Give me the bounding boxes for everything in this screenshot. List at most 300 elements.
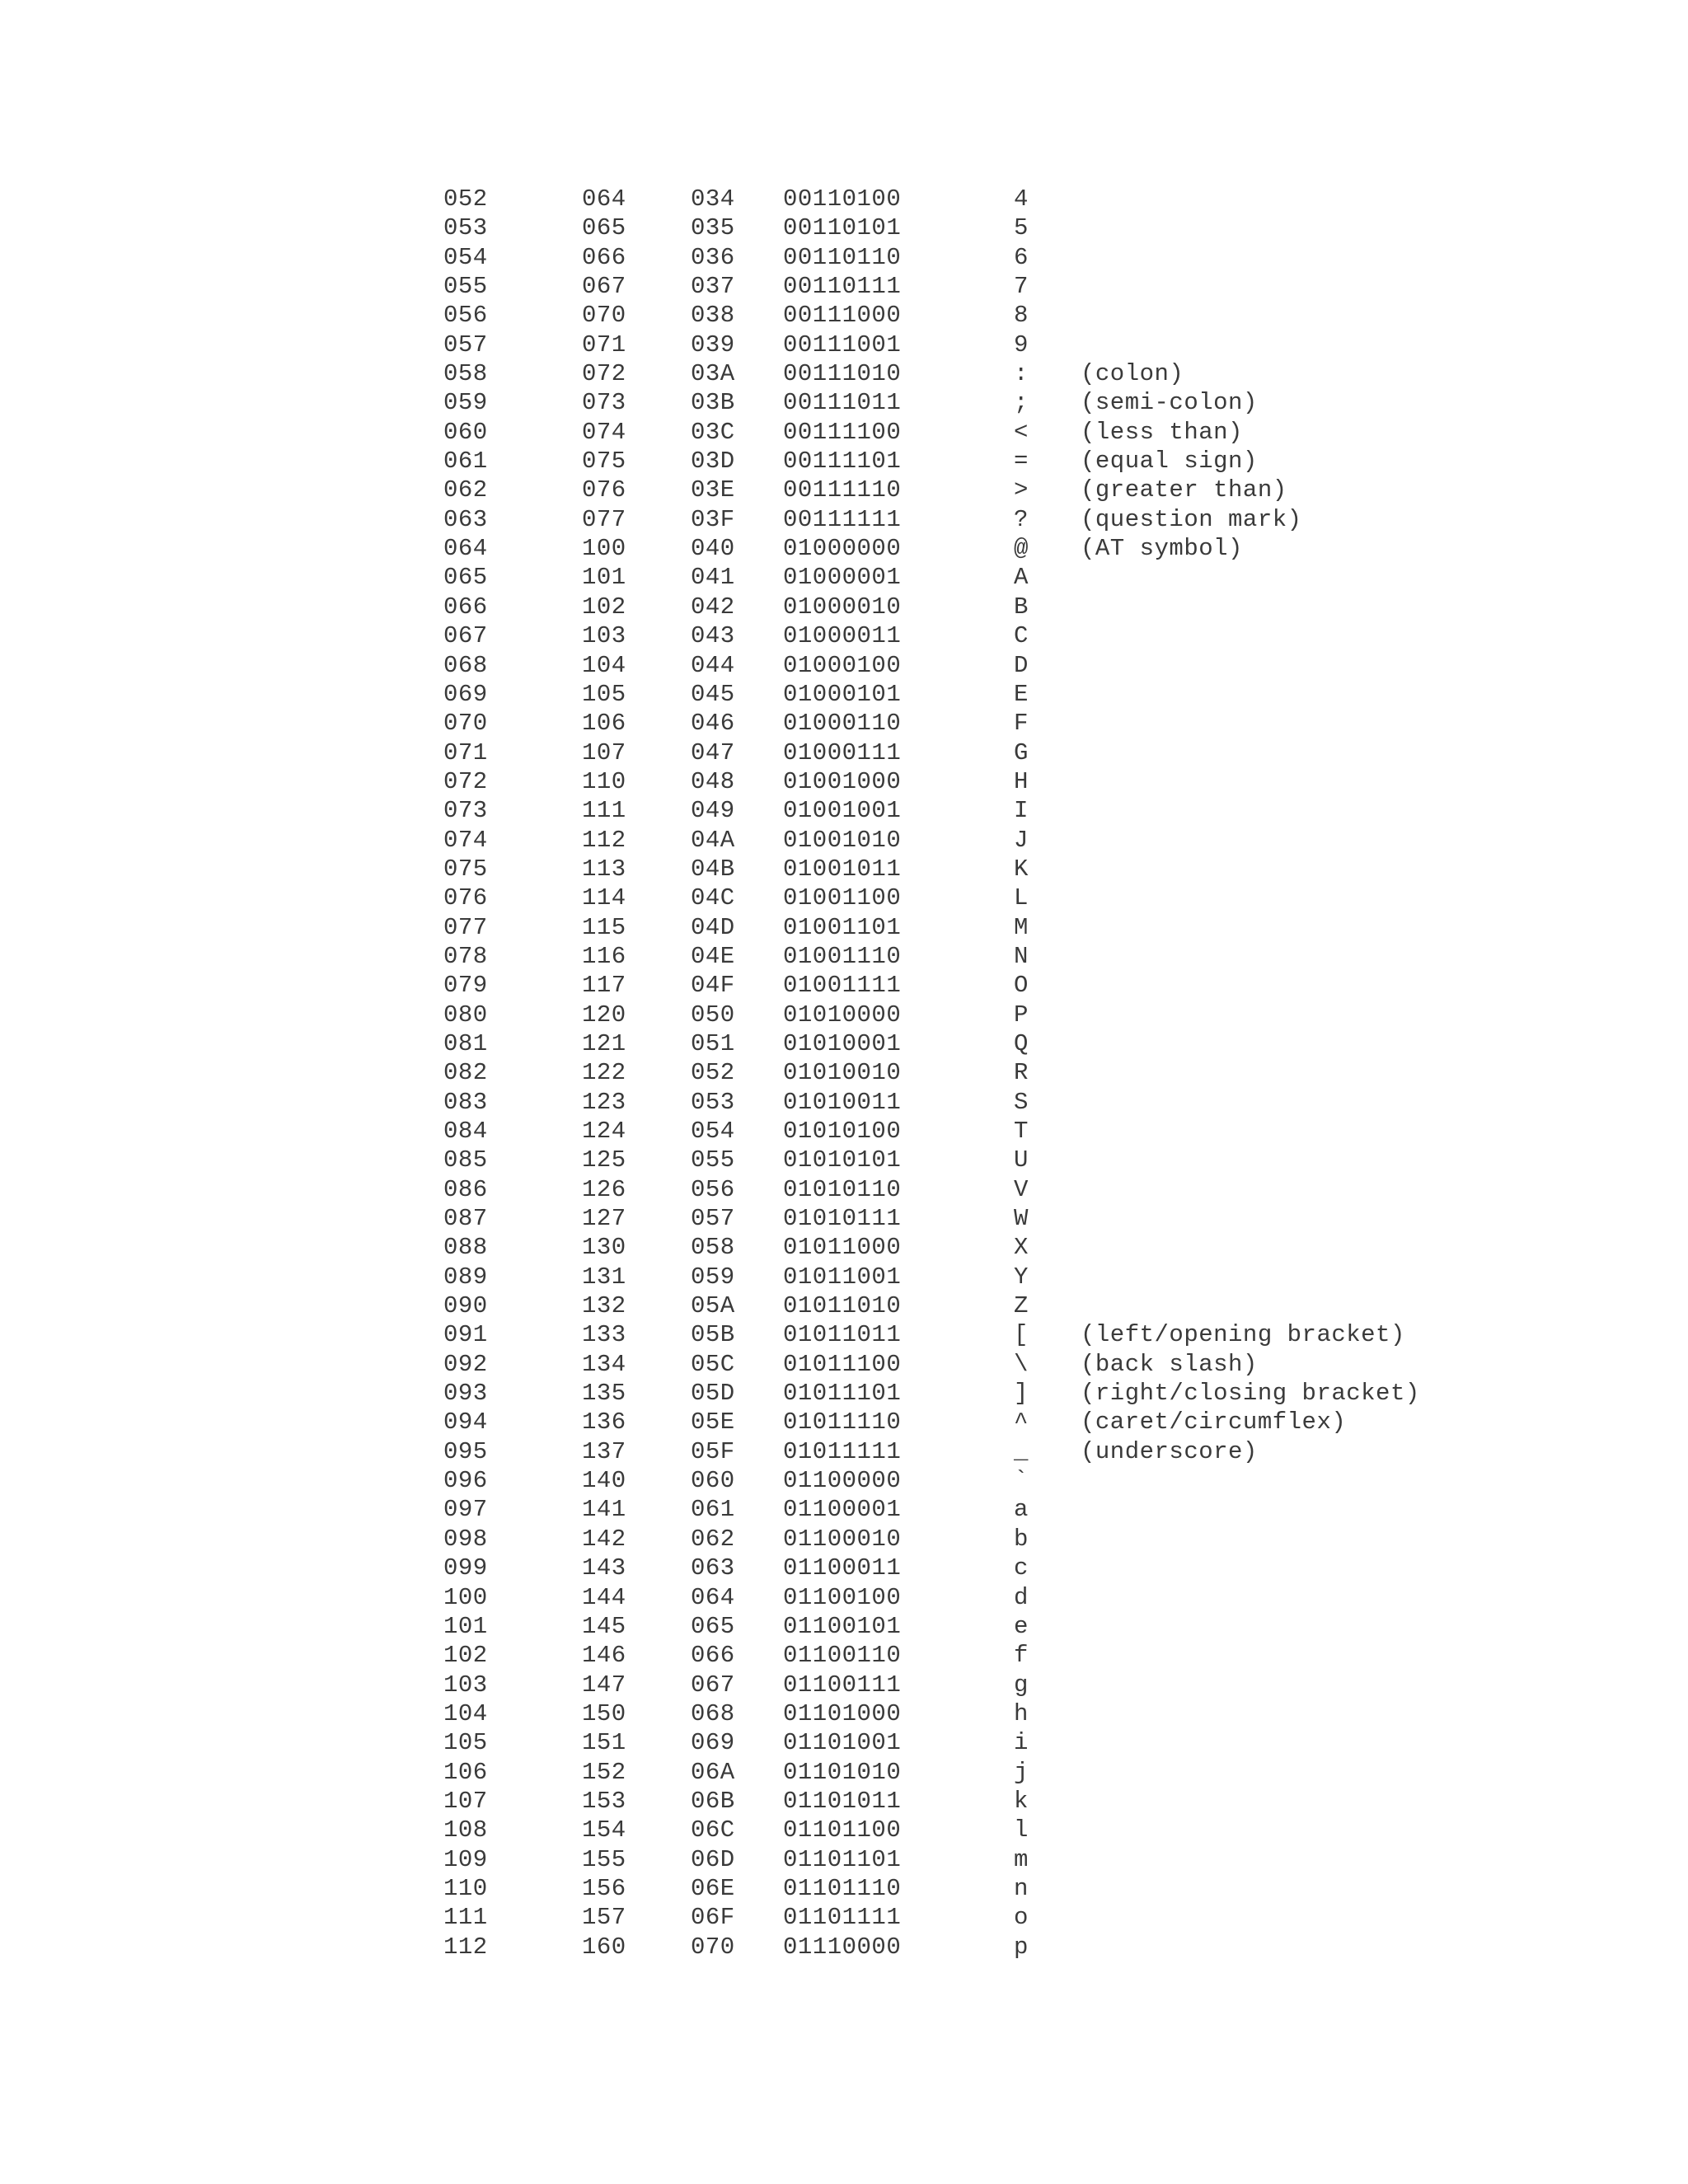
- octal-cell: 130: [582, 1234, 626, 1262]
- character-cell: <: [1014, 418, 1029, 446]
- octal-cell: 111: [582, 797, 626, 825]
- binary-cell: 01000101: [783, 680, 902, 708]
- character-cell: G: [1014, 738, 1029, 766]
- character-cell: b: [1014, 1525, 1029, 1553]
- character-cell: i: [1014, 1729, 1029, 1757]
- character-cell: V: [1014, 1175, 1029, 1203]
- character-cell: Z: [1014, 1292, 1029, 1320]
- binary-cell: 01000010: [783, 593, 902, 621]
- binary-cell: 00111001: [783, 330, 902, 359]
- binary-cell: 01101110: [783, 1874, 902, 1902]
- character-cell: Q: [1014, 1029, 1029, 1057]
- decimal-cell: 085: [443, 1146, 488, 1174]
- octal-cell: 160: [582, 1933, 626, 1961]
- hex-cell: 059: [691, 1263, 735, 1291]
- character-cell: 9: [1014, 330, 1029, 359]
- decimal-cell: 100: [443, 1583, 488, 1611]
- description-cell: (greater than): [1081, 476, 1287, 504]
- binary-cell: 01001001: [783, 797, 902, 825]
- octal-cell: 127: [582, 1205, 626, 1233]
- decimal-cell: 067: [443, 622, 488, 650]
- decimal-cell: 060: [443, 418, 488, 446]
- binary-cell: 01010001: [783, 1029, 902, 1057]
- decimal-cell: 068: [443, 651, 488, 679]
- binary-cell: 01000111: [783, 738, 902, 766]
- decimal-cell: 092: [443, 1350, 488, 1378]
- decimal-cell: 111: [443, 1904, 488, 1932]
- decimal-cell: 071: [443, 738, 488, 766]
- hex-cell: 05B: [691, 1321, 735, 1349]
- character-cell: 8: [1014, 302, 1029, 330]
- binary-cell: 01011101: [783, 1380, 902, 1408]
- character-cell: C: [1014, 622, 1029, 650]
- description-cell: (AT symbol): [1081, 535, 1243, 563]
- decimal-cell: 109: [443, 1845, 488, 1873]
- binary-cell: 01011100: [783, 1350, 902, 1378]
- character-cell: @: [1014, 535, 1029, 563]
- character-cell: _: [1014, 1437, 1029, 1465]
- character-cell: d: [1014, 1583, 1029, 1611]
- binary-cell: 01001110: [783, 942, 902, 970]
- decimal-cell: 084: [443, 1118, 488, 1145]
- character-cell: f: [1014, 1642, 1029, 1670]
- decimal-cell: 110: [443, 1874, 488, 1902]
- hex-cell: 035: [691, 214, 735, 242]
- decimal-cell: 074: [443, 826, 488, 854]
- hex-cell: 06B: [691, 1787, 735, 1815]
- octal-cell: 136: [582, 1408, 626, 1436]
- octal-cell: 067: [582, 273, 626, 301]
- octal-cell: 153: [582, 1787, 626, 1815]
- decimal-cell: 099: [443, 1554, 488, 1582]
- octal-cell: 113: [582, 855, 626, 883]
- hex-cell: 061: [691, 1496, 735, 1524]
- octal-cell: 115: [582, 913, 626, 941]
- binary-cell: 01000000: [783, 535, 902, 563]
- octal-cell: 075: [582, 448, 626, 476]
- binary-cell: 01010110: [783, 1175, 902, 1203]
- octal-cell: 065: [582, 214, 626, 242]
- octal-cell: 144: [582, 1583, 626, 1611]
- description-cell: (colon): [1081, 360, 1184, 388]
- hex-cell: 034: [691, 185, 735, 213]
- binary-cell: 01101001: [783, 1729, 902, 1757]
- hex-cell: 046: [691, 710, 735, 738]
- hex-cell: 043: [691, 622, 735, 650]
- binary-cell: 01000100: [783, 651, 902, 679]
- decimal-cell: 095: [443, 1437, 488, 1465]
- hex-cell: 039: [691, 330, 735, 359]
- binary-cell: 00110101: [783, 214, 902, 242]
- octal-cell: 071: [582, 330, 626, 359]
- octal-cell: 134: [582, 1350, 626, 1378]
- hex-cell: 036: [691, 243, 735, 271]
- character-cell: ]: [1014, 1380, 1029, 1408]
- binary-cell: 01001000: [783, 767, 902, 795]
- hex-cell: 053: [691, 1088, 735, 1116]
- hex-cell: 06C: [691, 1816, 735, 1844]
- octal-cell: 101: [582, 564, 626, 592]
- binary-cell: 01000011: [783, 622, 902, 650]
- hex-cell: 049: [691, 797, 735, 825]
- octal-cell: 133: [582, 1321, 626, 1349]
- decimal-cell: 090: [443, 1292, 488, 1320]
- description-cell: (equal sign): [1081, 448, 1258, 476]
- octal-cell: 114: [582, 884, 626, 912]
- octal-cell: 143: [582, 1554, 626, 1582]
- character-cell: o: [1014, 1904, 1029, 1932]
- decimal-cell: 069: [443, 680, 488, 708]
- binary-cell: 01100011: [783, 1554, 902, 1582]
- hex-cell: 04D: [691, 913, 735, 941]
- binary-cell: 01011010: [783, 1292, 902, 1320]
- decimal-cell: 061: [443, 448, 488, 476]
- octal-cell: 064: [582, 185, 626, 213]
- decimal-cell: 064: [443, 535, 488, 563]
- binary-cell: 00111011: [783, 389, 902, 417]
- hex-cell: 03F: [691, 505, 735, 533]
- decimal-cell: 059: [443, 389, 488, 417]
- octal-cell: 146: [582, 1642, 626, 1670]
- character-cell: H: [1014, 767, 1029, 795]
- decimal-cell: 086: [443, 1175, 488, 1203]
- character-cell: j: [1014, 1758, 1029, 1786]
- octal-cell: 077: [582, 505, 626, 533]
- binary-cell: 01011110: [783, 1408, 902, 1436]
- hex-cell: 037: [691, 273, 735, 301]
- octal-cell: 156: [582, 1874, 626, 1902]
- decimal-cell: 087: [443, 1205, 488, 1233]
- octal-cell: 137: [582, 1437, 626, 1465]
- decimal-cell: 108: [443, 1816, 488, 1844]
- decimal-cell: 097: [443, 1496, 488, 1524]
- octal-cell: 105: [582, 680, 626, 708]
- decimal-cell: 104: [443, 1699, 488, 1727]
- binary-cell: 01010010: [783, 1059, 902, 1087]
- binary-cell: 00111101: [783, 448, 902, 476]
- decimal-cell: 101: [443, 1612, 488, 1640]
- character-cell: L: [1014, 884, 1029, 912]
- decimal-cell: 083: [443, 1088, 488, 1116]
- binary-cell: 01011111: [783, 1437, 902, 1465]
- octal-cell: 117: [582, 972, 626, 1000]
- description-cell: (caret/circumflex): [1081, 1408, 1347, 1436]
- hex-cell: 06D: [691, 1845, 735, 1873]
- decimal-cell: 072: [443, 767, 488, 795]
- character-cell: 7: [1014, 273, 1029, 301]
- binary-cell: 01001111: [783, 972, 902, 1000]
- hex-cell: 066: [691, 1642, 735, 1670]
- character-cell: K: [1014, 855, 1029, 883]
- binary-cell: 01001010: [783, 826, 902, 854]
- decimal-cell: 106: [443, 1758, 488, 1786]
- decimal-cell: 080: [443, 1001, 488, 1029]
- binary-cell: 00111110: [783, 476, 902, 504]
- binary-cell: 01011000: [783, 1234, 902, 1262]
- character-cell: [: [1014, 1321, 1029, 1349]
- binary-cell: 01100110: [783, 1642, 902, 1670]
- binary-cell: 01010000: [783, 1001, 902, 1029]
- character-cell: U: [1014, 1146, 1029, 1174]
- octal-cell: 102: [582, 593, 626, 621]
- binary-cell: 01100101: [783, 1612, 902, 1640]
- binary-cell: 01100001: [783, 1496, 902, 1524]
- description-cell: (underscore): [1081, 1437, 1258, 1465]
- hex-cell: 056: [691, 1175, 735, 1203]
- binary-cell: 00111100: [783, 418, 902, 446]
- decimal-cell: 107: [443, 1787, 488, 1815]
- decimal-cell: 070: [443, 710, 488, 738]
- binary-cell: 01010101: [783, 1146, 902, 1174]
- hex-cell: 04C: [691, 884, 735, 912]
- hex-cell: 06F: [691, 1904, 735, 1932]
- description-cell: (less than): [1081, 418, 1243, 446]
- character-cell: :: [1014, 360, 1029, 388]
- octal-cell: 112: [582, 826, 626, 854]
- hex-cell: 068: [691, 1699, 735, 1727]
- character-cell: 4: [1014, 185, 1029, 213]
- octal-cell: 106: [582, 710, 626, 738]
- octal-cell: 066: [582, 243, 626, 271]
- description-cell: (back slash): [1081, 1350, 1258, 1378]
- decimal-cell: 093: [443, 1380, 488, 1408]
- character-cell: S: [1014, 1088, 1029, 1116]
- octal-cell: 121: [582, 1029, 626, 1057]
- binary-cell: 01001100: [783, 884, 902, 912]
- octal-cell: 125: [582, 1146, 626, 1174]
- binary-cell: 01001011: [783, 855, 902, 883]
- decimal-cell: 066: [443, 593, 488, 621]
- octal-cell: 073: [582, 389, 626, 417]
- description-cell: (question mark): [1081, 505, 1302, 533]
- octal-cell: 070: [582, 302, 626, 330]
- hex-cell: 04A: [691, 826, 735, 854]
- binary-cell: 01010100: [783, 1118, 902, 1145]
- character-cell: ^: [1014, 1408, 1029, 1436]
- octal-cell: 140: [582, 1467, 626, 1495]
- binary-cell: 01001101: [783, 913, 902, 941]
- decimal-cell: 096: [443, 1467, 488, 1495]
- decimal-cell: 089: [443, 1263, 488, 1291]
- character-cell: J: [1014, 826, 1029, 854]
- binary-cell: 00111000: [783, 302, 902, 330]
- decimal-cell: 075: [443, 855, 488, 883]
- hex-cell: 048: [691, 767, 735, 795]
- character-cell: >: [1014, 476, 1029, 504]
- decimal-cell: 065: [443, 564, 488, 592]
- binary-cell: 00110110: [783, 243, 902, 271]
- hex-cell: 067: [691, 1671, 735, 1699]
- octal-cell: 110: [582, 767, 626, 795]
- character-cell: B: [1014, 593, 1029, 621]
- binary-cell: 01011001: [783, 1263, 902, 1291]
- hex-cell: 069: [691, 1729, 735, 1757]
- hex-cell: 063: [691, 1554, 735, 1582]
- octal-cell: 103: [582, 622, 626, 650]
- decimal-cell: 063: [443, 505, 488, 533]
- decimal-cell: 088: [443, 1234, 488, 1262]
- decimal-cell: 094: [443, 1408, 488, 1436]
- binary-cell: 01101011: [783, 1787, 902, 1815]
- decimal-cell: 076: [443, 884, 488, 912]
- character-cell: \: [1014, 1350, 1029, 1378]
- hex-cell: 03C: [691, 418, 735, 446]
- decimal-cell: 081: [443, 1029, 488, 1057]
- character-cell: e: [1014, 1612, 1029, 1640]
- character-cell: O: [1014, 972, 1029, 1000]
- hex-cell: 065: [691, 1612, 735, 1640]
- hex-cell: 057: [691, 1205, 735, 1233]
- hex-cell: 05E: [691, 1408, 735, 1436]
- octal-cell: 157: [582, 1904, 626, 1932]
- binary-cell: 01101101: [783, 1845, 902, 1873]
- octal-cell: 142: [582, 1525, 626, 1553]
- octal-cell: 124: [582, 1118, 626, 1145]
- decimal-cell: 054: [443, 243, 488, 271]
- hex-cell: 03D: [691, 448, 735, 476]
- character-cell: a: [1014, 1496, 1029, 1524]
- hex-cell: 055: [691, 1146, 735, 1174]
- binary-cell: 01000001: [783, 564, 902, 592]
- description-cell: (right/closing bracket): [1081, 1380, 1420, 1408]
- character-cell: p: [1014, 1933, 1029, 1961]
- octal-cell: 120: [582, 1001, 626, 1029]
- decimal-cell: 078: [443, 942, 488, 970]
- decimal-cell: 073: [443, 797, 488, 825]
- character-cell: F: [1014, 710, 1029, 738]
- hex-cell: 070: [691, 1933, 735, 1961]
- octal-cell: 123: [582, 1088, 626, 1116]
- binary-cell: 00111111: [783, 505, 902, 533]
- hex-cell: 03E: [691, 476, 735, 504]
- character-cell: I: [1014, 797, 1029, 825]
- hex-cell: 042: [691, 593, 735, 621]
- character-cell: Y: [1014, 1263, 1029, 1291]
- octal-cell: 155: [582, 1845, 626, 1873]
- octal-cell: 150: [582, 1699, 626, 1727]
- octal-cell: 074: [582, 418, 626, 446]
- binary-cell: 01000110: [783, 710, 902, 738]
- character-cell: P: [1014, 1001, 1029, 1029]
- character-cell: n: [1014, 1874, 1029, 1902]
- decimal-cell: 062: [443, 476, 488, 504]
- binary-cell: 00111010: [783, 360, 902, 388]
- character-cell: l: [1014, 1816, 1029, 1844]
- binary-cell: 00110111: [783, 273, 902, 301]
- hex-cell: 054: [691, 1118, 735, 1145]
- hex-cell: 047: [691, 738, 735, 766]
- octal-cell: 152: [582, 1758, 626, 1786]
- character-cell: ?: [1014, 505, 1029, 533]
- character-cell: c: [1014, 1554, 1029, 1582]
- hex-cell: 040: [691, 535, 735, 563]
- decimal-cell: 052: [443, 185, 488, 213]
- decimal-cell: 053: [443, 214, 488, 242]
- hex-cell: 064: [691, 1583, 735, 1611]
- binary-cell: 01010011: [783, 1088, 902, 1116]
- hex-cell: 04E: [691, 942, 735, 970]
- decimal-cell: 077: [443, 913, 488, 941]
- octal-cell: 131: [582, 1263, 626, 1291]
- binary-cell: 01011011: [783, 1321, 902, 1349]
- character-cell: E: [1014, 680, 1029, 708]
- binary-cell: 01101111: [783, 1904, 902, 1932]
- hex-cell: 041: [691, 564, 735, 592]
- octal-cell: 072: [582, 360, 626, 388]
- character-cell: `: [1014, 1467, 1029, 1495]
- octal-cell: 126: [582, 1175, 626, 1203]
- binary-cell: 01101100: [783, 1816, 902, 1844]
- binary-cell: 01101000: [783, 1699, 902, 1727]
- hex-cell: 03A: [691, 360, 735, 388]
- description-cell: (semi-colon): [1081, 389, 1258, 417]
- hex-cell: 04B: [691, 855, 735, 883]
- decimal-cell: 057: [443, 330, 488, 359]
- hex-cell: 052: [691, 1059, 735, 1087]
- character-cell: ;: [1014, 389, 1029, 417]
- octal-cell: 076: [582, 476, 626, 504]
- binary-cell: 01100000: [783, 1467, 902, 1495]
- character-cell: W: [1014, 1205, 1029, 1233]
- hex-cell: 03B: [691, 389, 735, 417]
- octal-cell: 116: [582, 942, 626, 970]
- character-cell: m: [1014, 1845, 1029, 1873]
- hex-cell: 04F: [691, 972, 735, 1000]
- hex-cell: 045: [691, 680, 735, 708]
- binary-cell: 01110000: [783, 1933, 902, 1961]
- hex-cell: 051: [691, 1029, 735, 1057]
- binary-cell: 01100111: [783, 1671, 902, 1699]
- octal-cell: 122: [582, 1059, 626, 1087]
- octal-cell: 151: [582, 1729, 626, 1757]
- character-cell: =: [1014, 448, 1029, 476]
- decimal-cell: 082: [443, 1059, 488, 1087]
- hex-cell: 062: [691, 1525, 735, 1553]
- character-cell: A: [1014, 564, 1029, 592]
- decimal-cell: 102: [443, 1642, 488, 1670]
- octal-cell: 104: [582, 651, 626, 679]
- decimal-cell: 079: [443, 972, 488, 1000]
- hex-cell: 06E: [691, 1874, 735, 1902]
- octal-cell: 141: [582, 1496, 626, 1524]
- octal-cell: 107: [582, 738, 626, 766]
- character-cell: 6: [1014, 243, 1029, 271]
- decimal-cell: 112: [443, 1933, 488, 1961]
- hex-cell: 058: [691, 1234, 735, 1262]
- decimal-cell: 091: [443, 1321, 488, 1349]
- decimal-cell: 056: [443, 302, 488, 330]
- character-cell: 5: [1014, 214, 1029, 242]
- binary-cell: 01100010: [783, 1525, 902, 1553]
- character-cell: k: [1014, 1787, 1029, 1815]
- octal-cell: 132: [582, 1292, 626, 1320]
- character-cell: R: [1014, 1059, 1029, 1087]
- decimal-cell: 055: [443, 273, 488, 301]
- octal-cell: 147: [582, 1671, 626, 1699]
- hex-cell: 05A: [691, 1292, 735, 1320]
- decimal-cell: 098: [443, 1525, 488, 1553]
- hex-cell: 050: [691, 1001, 735, 1029]
- hex-cell: 038: [691, 302, 735, 330]
- character-cell: M: [1014, 913, 1029, 941]
- character-cell: h: [1014, 1699, 1029, 1727]
- binary-cell: 01100100: [783, 1583, 902, 1611]
- character-cell: N: [1014, 942, 1029, 970]
- hex-cell: 05F: [691, 1437, 735, 1465]
- hex-cell: 060: [691, 1467, 735, 1495]
- binary-cell: 01101010: [783, 1758, 902, 1786]
- hex-cell: 06A: [691, 1758, 735, 1786]
